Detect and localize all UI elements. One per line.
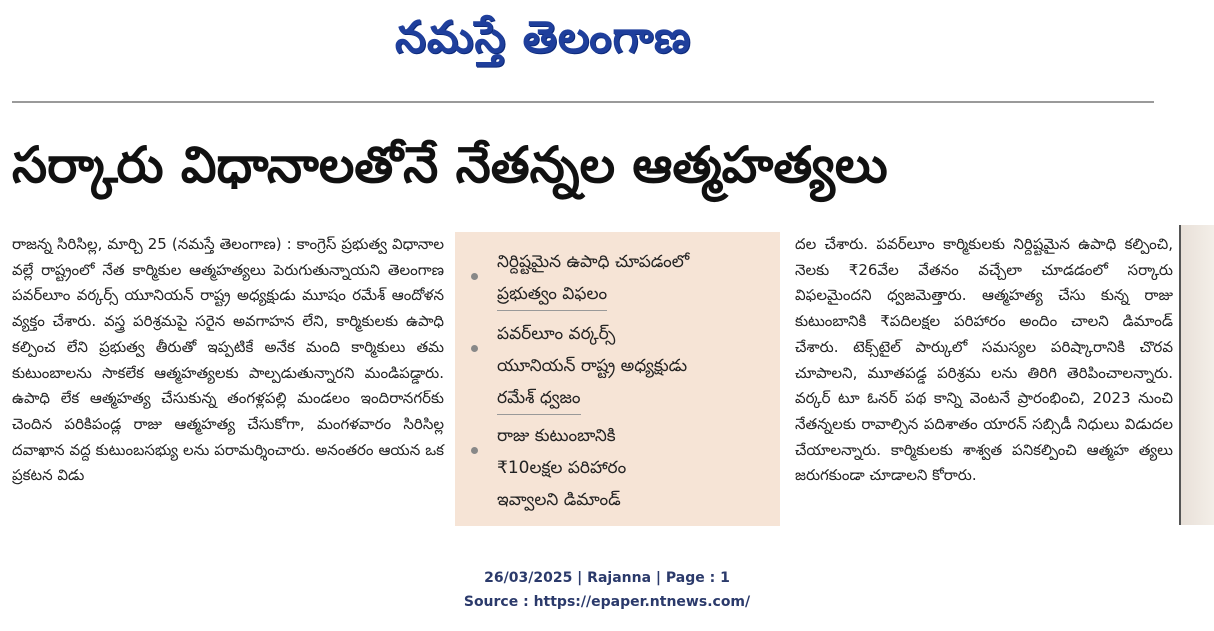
highlight-text <box>497 420 772 516</box>
highlight-text <box>497 246 772 311</box>
divider-rule <box>12 101 1154 103</box>
bullet-icon <box>471 273 478 280</box>
highlight-line: ₹10లక్షల పరిహారం <box>497 458 627 478</box>
highlight-line: ప్రభుత్వం విఫలం <box>497 278 607 311</box>
highlight-line-wrap <box>497 278 772 311</box>
highlight-line: పవర్‌లూం వర్కర్స్ <box>497 324 616 344</box>
headline: సర్కారు విధానాలతోనే నేతన్నల ఆత్మహత్యలు <box>12 136 888 194</box>
highlight-line: యూనియన్ రాష్ట్ర అధ్యక్షుడు <box>497 356 688 376</box>
highlight-line: నిర్దిష్టమైన ఉపాధి చూపడంలో <box>497 252 690 272</box>
highlights-box <box>455 232 780 526</box>
bullet-icon <box>471 447 478 454</box>
adjacent-photo-edge <box>1179 225 1214 525</box>
highlight-line: ఇవ్వాలని డిమాండ్ <box>497 490 621 510</box>
highlight-line-wrap <box>497 382 772 415</box>
highlight-text <box>497 318 772 415</box>
footer-date-line: 26/03/2025 | Rajanna | Page : 1 <box>484 570 730 586</box>
article-left-column: రాజన్న సిరిసిల్ల, మార్చి 25 (నమస్తే తెలంగాణ) : కాంగ్రెస్ ప్రభుత్వ విధానాల వల్లే రాష్ట్రంలో నేత కార్మికుల ఆత్మహత్యలు పెరుగుతున్నాయని తెలంగాణ పవర్‌లూం వర్కర్స్ యూనియన్ రాష్ట్ర అధ్యక్షుడు మూషం రమేశ్ ఆందోళన వ్యక్తం చేశారు. వస్త్ర పరిశ్రమపై సరైన అవగాహన లేని, కార్మికులకు ఉపాధి కల్పించ లేని ప్రభుత్వ తీరుతో ఇప్పటికే అనేక మంది కార్మికులు తమ కుటుంబాలను సాకలేక ఆత్మహత్యలకు పాల్పడుతున్నారని మండిపడ్డారు. ఉపాధి లేక ఆత్మహత్య చేసుకున్న తంగళ్లపల్లి మండలం ఇందిరానగర్‌కు చెందిన పరికిపండ్ల రాజు ఆత్మహత్య చేసుకోగా, మంగళవారం సిరిసిల్ల దవాఖాన వద్ద కుటుంబసభ్యు లను పరామర్శించారు. అనంతరం ఆయన ఒక ప్రకటన విడు <box>12 235 444 485</box>
footer-source-link[interactable]: Source : https://epaper.ntnews.com/ <box>463 594 751 610</box>
bullet-icon <box>471 345 478 352</box>
highlight-line: రమేశ్ ధ్వజం <box>497 382 581 415</box>
masthead-logo: నమస్తే తెలంగాణ <box>395 12 692 63</box>
article-right-column: దల చేశారు. పవర్‌లూం కార్మికులకు నిర్దిష్టమైన ఉపాధి కల్పించి, నెలకు ₹26వేల వేతనం వచ్చేలా చూడడంలో సర్కారు విఫలమైందని ధ్వజమెత్తారు. ఆత్మహత్య చేసు కున్న రాజు కుటుంబానికి ₹పదిలక్షల పరిహారం అందిం చాలని డిమాండ్ చేశారు. టెక్స్‌టైల్ పార్కులో సమస్యల పరిష్కారానికి చొరవ చూపాలని, మూతపడ్డ పరిశ్రమ లను తిరిగి తెరిపించాలన్నారు. వర్కర్ టూ ఓనర్ పథ కాన్ని వెంటనే ప్రారంభించి, 2023 నుంచి నేతన్నలకు రావాల్సిన పదిశాతం యారన్ సబ్సిడీ నిధులు విడుదల చేయాలన్నారు. కార్మికులకు శాశ్వత పనికల్పించి ఆత్మహ త్యలు జరుగకుండా చూడాలని కోరారు. <box>795 235 1173 485</box>
highlight-line: రాజు కుటుంబానికి <box>497 426 616 446</box>
